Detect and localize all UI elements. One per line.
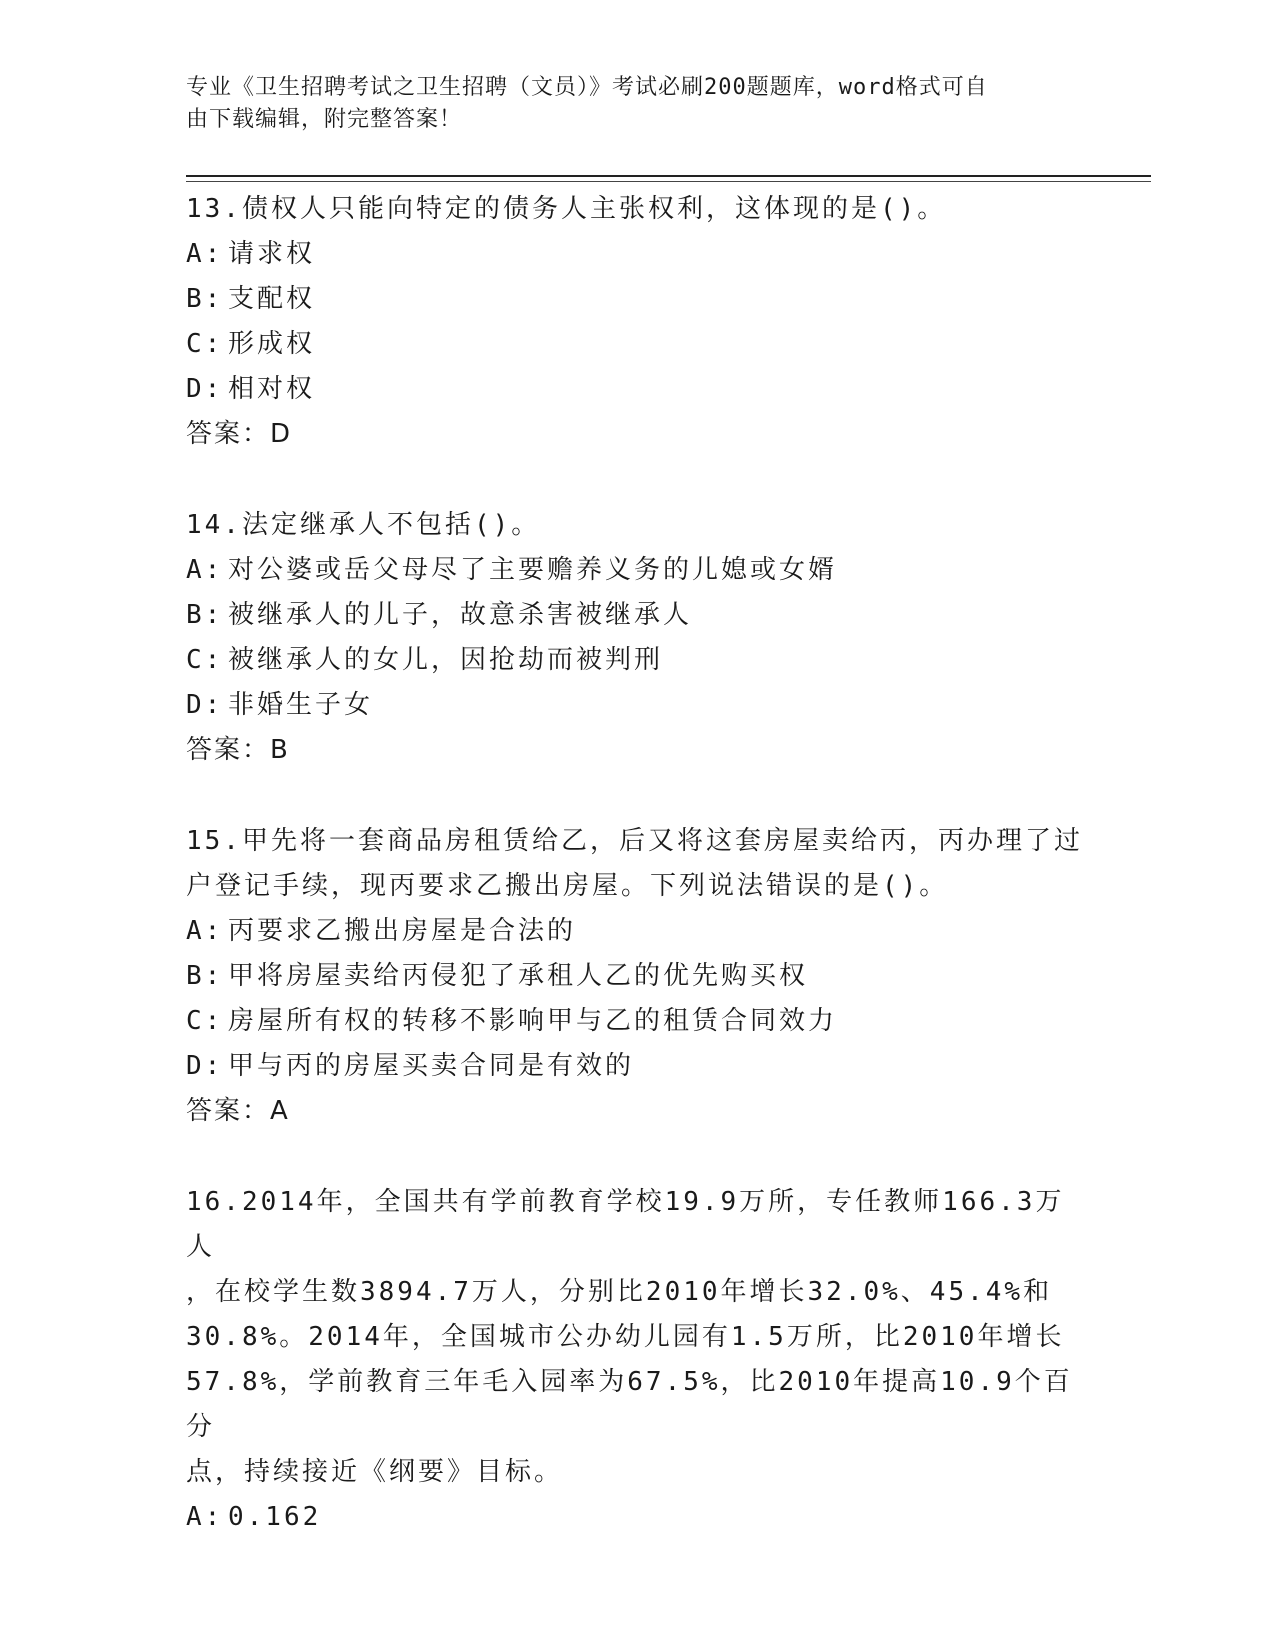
header-divider-thin — [186, 181, 1151, 182]
option-text: 支配权 — [228, 284, 316, 314]
answer-option — [186, 367, 1086, 412]
option-letter: A: — [186, 239, 224, 269]
answer-option — [186, 999, 1086, 1044]
option-letter: D: — [186, 690, 224, 720]
option-text: 丙要求乙搬出房屋是合法的 — [228, 916, 577, 946]
answer-option — [186, 683, 1086, 728]
option-text: 甲将房屋卖给丙侵犯了承租人乙的优先购买权 — [228, 961, 809, 991]
answer-key: 答案：D — [186, 419, 293, 449]
option-letter: A: — [186, 555, 224, 585]
question-block — [186, 1180, 1086, 1540]
question-block — [186, 187, 1086, 457]
answer-option — [186, 1495, 1086, 1540]
option-letter: C: — [186, 1006, 224, 1036]
option-letter: C: — [186, 329, 224, 359]
question-list — [186, 187, 1086, 1586]
answer-option — [186, 277, 1086, 322]
answer-option — [186, 548, 1086, 593]
option-text: 甲与丙的房屋买卖合同是有效的 — [228, 1051, 635, 1081]
question-stem-line: 14.法定继承人不包括()。 — [186, 510, 541, 540]
option-text: 非婚生子女 — [228, 690, 374, 720]
option-text: 形成权 — [228, 329, 316, 359]
header-divider-thick — [186, 175, 1151, 177]
answer-option — [186, 638, 1086, 683]
answer-option — [186, 954, 1086, 999]
option-text: 0.162 — [228, 1502, 322, 1532]
option-letter: B: — [186, 961, 224, 991]
question-stem-line: ，在校学生数3894.7万人，分别比2010年增长32.0%、45.4%和 — [186, 1277, 1053, 1307]
option-letter: C: — [186, 645, 224, 675]
question-block — [186, 819, 1086, 1134]
answer-option — [186, 232, 1086, 277]
option-letter: D: — [186, 1051, 224, 1081]
option-text: 相对权 — [228, 374, 316, 404]
answer-option — [186, 322, 1086, 367]
question-stem-line: 户登记手续，现丙要求乙搬出房屋。下列说法错误的是()。 — [186, 871, 949, 901]
answer-option — [186, 593, 1086, 638]
question-block — [186, 503, 1086, 773]
question-stem-line: 57.8%，学前教育三年毛入园率为67.5%，比2010年提高10.9个百分 — [186, 1367, 1073, 1442]
option-letter: D: — [186, 374, 224, 404]
answer-option — [186, 909, 1086, 954]
question-stem-line: 点，持续接近《纲要》目标。 — [186, 1457, 564, 1487]
question-stem-line: 15.甲先将一套商品房租赁给乙，后又将这套房屋卖给丙，丙办理了过 — [186, 826, 1083, 856]
answer-key: 答案：A — [186, 1096, 290, 1126]
option-letter: B: — [186, 600, 224, 630]
option-letter: B: — [186, 284, 224, 314]
question-stem-line: 13.债权人只能向特定的债务人主张权利，这体现的是()。 — [186, 194, 947, 224]
answer-option — [186, 1044, 1086, 1089]
header-line-1: 专业《卫生招聘考试之卫生招聘（文员）》考试必刷200题题库，word格式可自 — [186, 75, 988, 100]
header-line-2: 由下载编辑，附完整答案！ — [186, 107, 463, 132]
option-letter: A: — [186, 1502, 224, 1532]
option-text: 房屋所有权的转移不影响甲与乙的租赁合同效力 — [228, 1006, 838, 1036]
question-stem-line: 30.8%。2014年，全国城市公办幼儿园有1.5万所，比2010年增长 — [186, 1322, 1065, 1352]
question-stem-line: 16.2014年，全国共有学前教育学校19.9万所，专任教师166.3万人 — [186, 1187, 1065, 1262]
option-letter: A: — [186, 916, 224, 946]
option-text: 被继承人的儿子，故意杀害被继承人 — [228, 600, 693, 630]
option-text: 对公婆或岳父母尽了主要赡养义务的儿媳或女婿 — [228, 555, 838, 585]
option-text: 请求权 — [228, 239, 316, 269]
answer-key: 答案：B — [186, 735, 290, 765]
document-header — [186, 72, 1066, 136]
option-text: 被继承人的女儿，因抢劫而被判刑 — [228, 645, 664, 675]
